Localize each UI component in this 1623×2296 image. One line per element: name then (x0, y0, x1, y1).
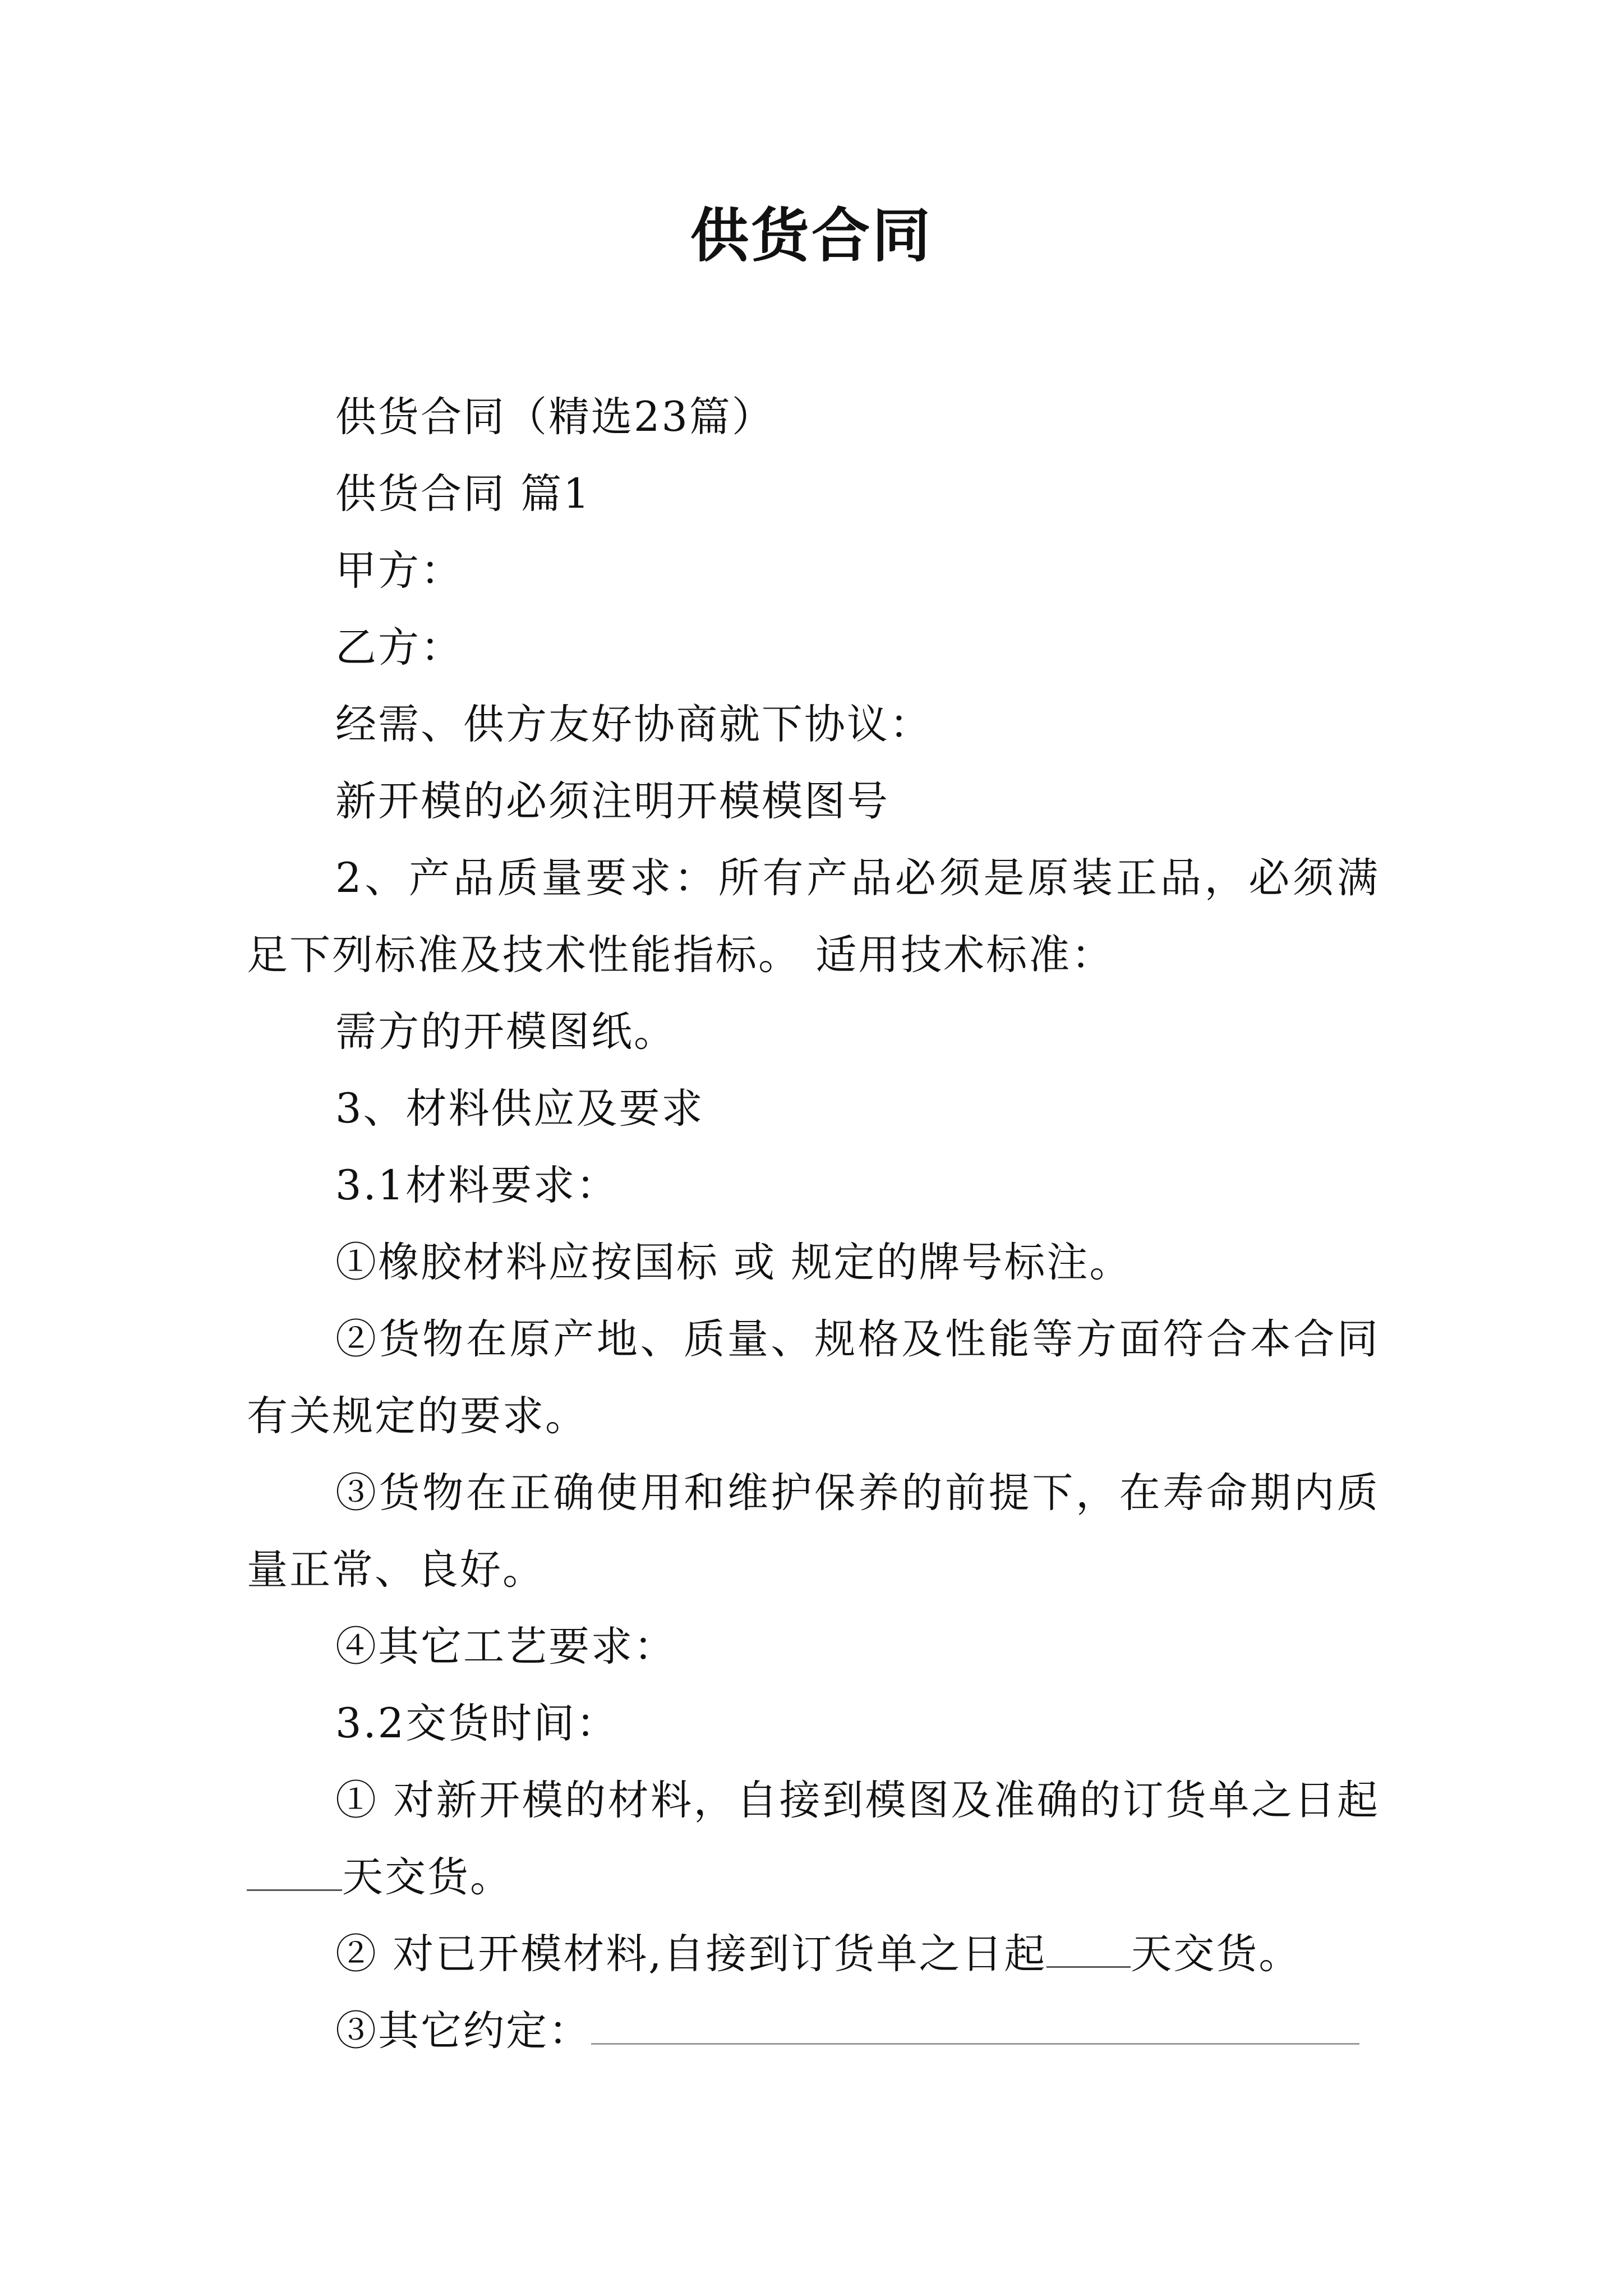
paragraph-subtitle: 供货合同（精选23篇） (335, 393, 774, 441)
document-title: 供货合同 (690, 201, 933, 270)
document-body (247, 379, 1380, 2069)
paragraph-mold-number: 新开模的必须注明开模模图号 (335, 777, 889, 825)
paragraph-material-requirements: 3.1材料要求： (335, 1162, 619, 1209)
delivery-existing-mold-suffix: 天交货。 (1131, 1930, 1302, 1978)
delivery-new-mold-suffix: 天交货。 (342, 1853, 513, 1901)
paragraph-delivery-new-mold (247, 1762, 1380, 1916)
paragraph-item-1: ①橡胶材料应按国标 或 规定的牌号标注。 (335, 1239, 1132, 1286)
paragraph-agreement-intro: 经需、供方友好协商就下协议： (335, 701, 932, 748)
delivery-new-mold-text: ① 对新开模的材料，自接到模图及准确的订货单之日起 (335, 1777, 1380, 1824)
paragraph-other-agreements (247, 1993, 1380, 2069)
paragraph-section-heading: 供货合同 篇1 (335, 470, 591, 518)
paragraph-delivery-existing-mold (247, 1916, 1380, 1993)
blank-other-agreements (591, 2006, 1359, 2045)
paragraph-party-b: 乙方： (335, 624, 463, 671)
paragraph-item-2: ②货物在原产地、质量、规格及性能等方面符合本合同有关规定的要求。 (247, 1315, 1380, 1440)
paragraph-material-supply: 3、材料供应及要求 (335, 1085, 704, 1133)
blank-days-new-mold (247, 1852, 342, 1891)
paragraph-party-a: 甲方： (335, 547, 463, 595)
delivery-existing-mold-text: ② 对已开模材料,自接到订货单之日起 (335, 1930, 1047, 1978)
blank-days-existing-mold (1046, 1929, 1131, 1968)
other-agreements-label: ③其它约定： (335, 2007, 591, 2055)
paragraph-item-3: ③货物在正确使用和维护保养的前提下，在寿命期内质量正常、良好。 (247, 1469, 1380, 1594)
paragraph-drawings: 需方的开模图纸。 (335, 1008, 676, 1056)
paragraph-quality-requirements: 2、产品质量要求：所有产品必须是原装正品，必须满足下列标准及技术性能指标。 适用技术标准： (247, 854, 1380, 979)
paragraph-delivery-time: 3.2交货时间： (335, 1700, 619, 1747)
paragraph-item-4: ④其它工艺要求： (335, 1623, 676, 1671)
